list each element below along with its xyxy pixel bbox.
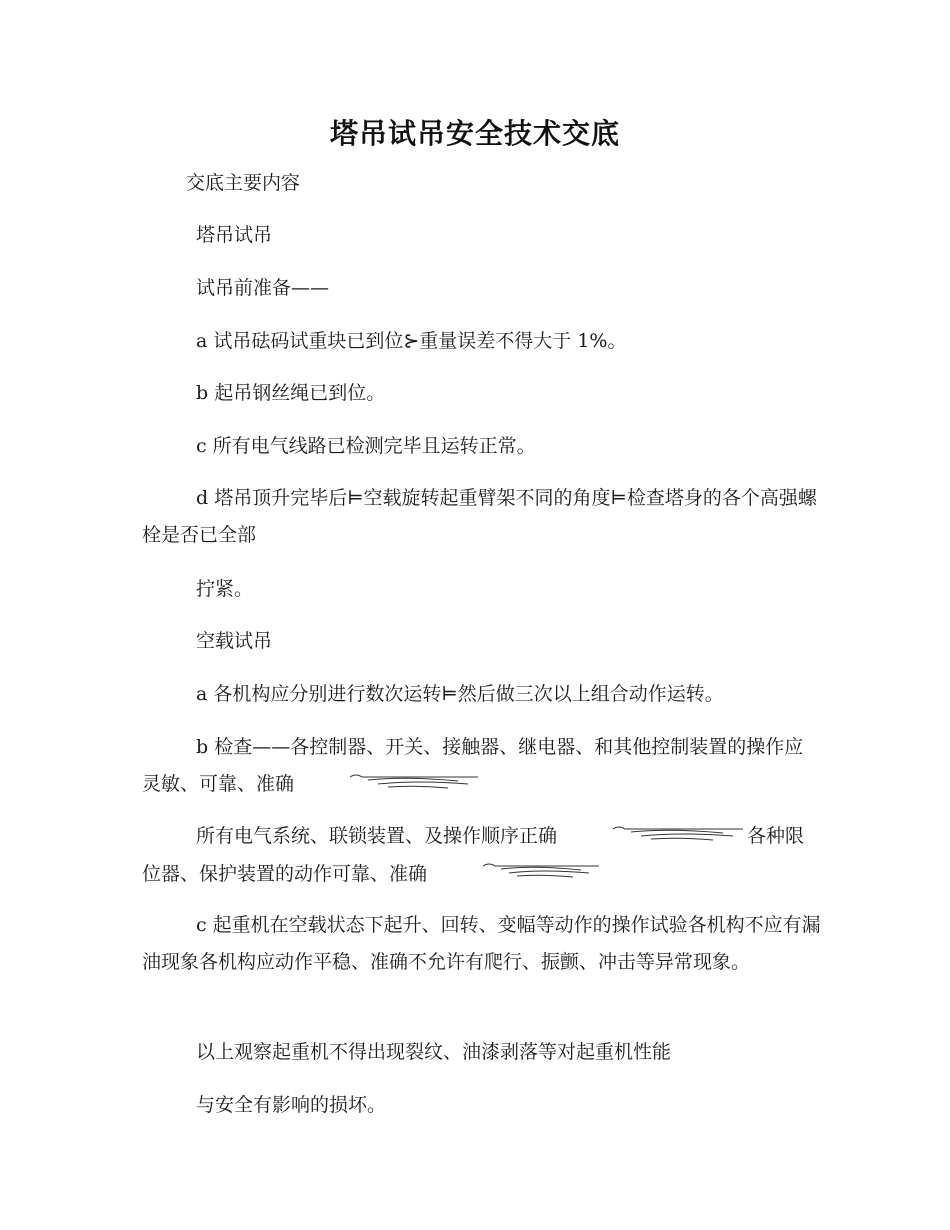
- paragraph-no-load-item-a: a 各机构应分别进行数次运转⊨然后做三次以上组合动作运转。: [196, 683, 724, 705]
- wave-mark-icon: [427, 856, 603, 893]
- wave-mark-icon: [294, 767, 484, 804]
- paragraph-intro: 交底主要内容: [186, 172, 301, 194]
- paragraph-no-load-item-c: c 起重机在空载状态下起升、回转、变幅等动作的操作试验各机构不应有漏油现象各机构应动作平稳、准确不允许有爬行、振颤、冲击等异常现象。: [142, 914, 821, 973]
- paragraph-tighten: 拧紧。: [196, 578, 254, 600]
- paragraph-item-d-bolts: d 塔吊顶升完毕后⊨空载旋转起重臂架不同的角度⊨检查塔身的各个高强螺栓是否已全部: [142, 487, 817, 546]
- paragraph-item-b-rope: b 起吊钢丝绳已到位。: [196, 382, 386, 404]
- section-heading-no-load: 空载试吊: [196, 630, 273, 652]
- paragraph-electrical-systems: [142, 818, 822, 893]
- section-heading-trial-lift: 塔吊试吊: [196, 224, 273, 246]
- wave-mark-icon: [557, 819, 747, 856]
- paragraph-no-load-item-b-text: b 检查——各控制器、开关、接触器、继电器、和其他控制装置的操作应灵敏、可靠、准确: [142, 736, 804, 795]
- section-heading-preparation: 试吊前准备——: [196, 277, 330, 299]
- paragraph-electrical-systems-text: 所有电气系统、联锁装置、及操作顺序正确: [196, 825, 558, 847]
- paragraph-no-load-item-b: [142, 729, 822, 804]
- paragraph-observation-cont: 与安全有影响的损坏。: [196, 1094, 387, 1116]
- paragraph-item-a-weights: a 试吊砝码试重块已到位⊱重量误差不得大于 1%。: [196, 330, 627, 352]
- paragraph-limit-switches-text: 各种限位器、保护装置的动作可靠、准确: [142, 825, 805, 885]
- paragraph-item-c-electrical: c 所有电气线路已检测完毕且运转正常。: [196, 435, 536, 457]
- paragraph-observation: 以上观察起重机不得出现裂纹、油漆剥落等对起重机性能: [196, 1041, 672, 1063]
- document-title: 塔吊试吊安全技术交底: [329, 117, 620, 150]
